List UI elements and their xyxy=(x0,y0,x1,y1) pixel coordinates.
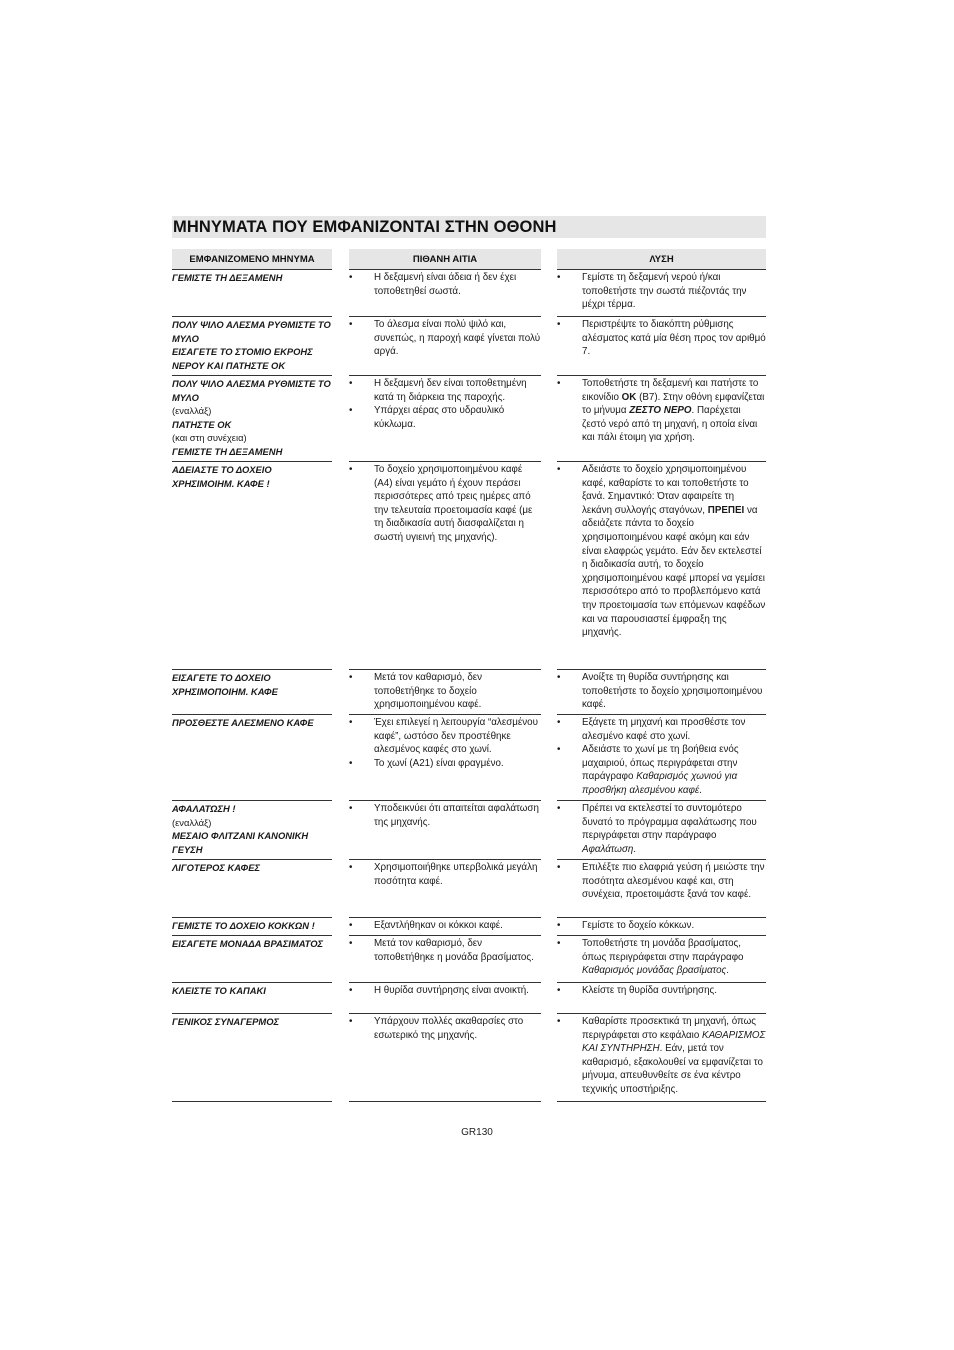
text-run: Μετά τον καθαρισμό, δεν τοποθετήθηκε η μονάδα βρασίματος. xyxy=(374,938,534,963)
cause-text xyxy=(374,937,541,964)
cause-text xyxy=(374,463,541,545)
solution-bullet-item xyxy=(557,318,766,359)
solution-bullet-item xyxy=(557,716,766,743)
cause-text xyxy=(374,318,541,359)
text-run: ΖΕΣΤΟ ΝΕΡΟ xyxy=(629,405,692,417)
bullet-icon: • xyxy=(349,862,353,873)
solution-bullet-item xyxy=(557,671,766,712)
message-note: (και στη συνέχεια) xyxy=(172,432,247,444)
cause-text xyxy=(374,861,541,888)
solution-text xyxy=(582,377,766,445)
bullet-icon: • xyxy=(557,319,561,330)
text-run: . xyxy=(699,784,702,796)
solution-bullet-item xyxy=(557,463,766,640)
cause-cell xyxy=(349,316,541,359)
text-run: Επιλέξτε πιο ελαφριά γεύση ή μειώστε την ποσότητα αλεσμένου καφέ και, στη συνέχεια, προετοιμάστε ξανά τον καφέ. xyxy=(582,862,765,901)
cause-text xyxy=(374,984,541,998)
message-cell xyxy=(172,917,332,933)
text-run: . xyxy=(633,843,637,855)
solution-bullet-item xyxy=(557,919,766,933)
cause-bullet-item xyxy=(349,919,541,933)
cause-text xyxy=(374,919,541,933)
bullet-icon: • xyxy=(349,272,353,283)
cause-cell xyxy=(349,800,541,829)
solution-cell xyxy=(557,316,766,359)
display-message: ΛΙΓΟΤΕΡΟΣ ΚΑΦΕΣ xyxy=(172,862,261,873)
cause-text xyxy=(374,671,541,712)
text-run: να αδειάζετε πάντα το δοχείο χρησιμοποιημένου καφέ ακόμη και εάν είναι ελαφρώς γεμάτο. Εάν δεν εκτελεστεί η διαδικασία αυτή, το δοχείο χρησιμοποιημένου καφέ μπορεί να γεμίσει περισσότερο από το προβλεπόμενο κατά την προετοιμασία των επόμενων καφέδων και να παρουσιαστεί έμφραξη της μηχανής. xyxy=(582,504,766,639)
text-run: (B7). Στην οθόνη εμφανίζεται το μήνυμα xyxy=(582,391,765,417)
text-run: Υπάρχει αέρας στο υδραυλικό κύκλωμα. xyxy=(374,405,505,430)
bullet-icon: • xyxy=(349,803,353,814)
cause-bullet-item xyxy=(349,802,541,829)
message-note: (εναλλάξ) xyxy=(172,405,212,417)
text-run: Τοποθετήστε τη μονάδα βρασίματος, όπως περιγράφεται στην παράγραφο xyxy=(582,938,744,963)
cause-bullet-item xyxy=(349,937,541,964)
text-run: Χρησιμοποιήθηκε υπερβολικά μεγάλη ποσότητα καφέ. xyxy=(374,862,538,887)
bullet-icon: • xyxy=(349,464,353,475)
cause-cell xyxy=(349,461,541,545)
page-title: ΜΗΝΥΜΑΤΑ ΠΟΥ ΕΜΦΑΝΙΖΟΝΤΑΙ ΣΤΗΝ ΟΘΟΝΗ xyxy=(173,218,557,236)
display-message: ΕΙΣΑΓΕΤΕ ΜΟΝΑΔΑ ΒΡΑΣΙΜΑΤΟΣ xyxy=(172,938,324,949)
cause-bullet-item xyxy=(349,271,541,298)
message-cell xyxy=(172,669,332,698)
solution-text xyxy=(582,271,766,312)
text-run: Μετά τον καθαρισμό, δεν τοποθετήθηκε το δοχείο χρησιμοποιημένου καφέ. xyxy=(374,672,483,711)
bullet-icon: • xyxy=(349,717,353,728)
header-solution: ΛΥΣΗ xyxy=(557,249,766,270)
text-run: Καθαρίστε προσεκτικά τη μηχανή, όπως περιγράφεται στο κεφάλαιο xyxy=(582,1016,757,1041)
cause-bullet-item xyxy=(349,861,541,888)
cause-cell xyxy=(349,917,541,933)
text-run: Υπάρχουν πολλές ακαθαρσίες στο εσωτερικό της μηχανής. xyxy=(374,1016,524,1041)
solution-bullet-item xyxy=(557,937,766,978)
table-end-line xyxy=(172,1101,332,1102)
text-run: Εξαντλήθηκαν οι κόκκοι καφέ. xyxy=(374,920,503,931)
text-run: ΚΑΘΑΡΙΣΜΟΣ ΚΑΙ ΣΥΝΤΗΡΗΣΗ xyxy=(582,1029,766,1055)
bullet-icon: • xyxy=(557,272,561,283)
solution-text xyxy=(582,802,766,856)
display-message: ΠΟΛΥ ΨΙΛΟ ΑΛΕΣΜΑ ΡΥΘΜΙΣΤΕ ΤΟ ΜΥΛΟ xyxy=(172,378,331,403)
text-run: Καθαρισμός χωνιού για προσθήκη αλεσμένου καφέ xyxy=(582,771,738,796)
bullet-icon: • xyxy=(557,464,561,475)
cause-bullet-item xyxy=(349,984,541,998)
solution-bullet-item xyxy=(557,271,766,312)
bullet-icon: • xyxy=(557,985,561,996)
text-run: Η δεξαμενή δεν είναι τοποθετημένη κατά τη διάρκεια της παροχής. xyxy=(374,378,527,403)
cause-cell xyxy=(349,1013,541,1042)
cause-text xyxy=(374,377,541,404)
text-run: Αδειάστε το χωνί με τη βοήθεια ενός μαχαιριού, όπως περιγράφεται στην παράγραφο xyxy=(582,744,739,783)
solution-cell xyxy=(557,935,766,978)
text-run: ΠΡΕΠΕΙ xyxy=(707,504,745,516)
text-run: Έχει επιλεγεί η λειτουργία “αλεσμένου καφέ”, ωστόσο δεν προστέθηκε αλεσμένος καφές στο χωνί. xyxy=(374,717,538,756)
cause-text xyxy=(374,404,541,431)
message-cell xyxy=(172,935,332,951)
text-run: Αφαλάτωση xyxy=(582,843,634,855)
cause-bullet-item xyxy=(349,757,541,771)
solution-text xyxy=(582,716,766,743)
text-run: . Εάν, μετά τον καθαρισμό, εξακολουθεί να εμφανίζεται το μήνυμα, απευθυνθείτε σε ένα κέντρο τεχνικής υποστήριξης. xyxy=(582,1043,763,1095)
cause-text xyxy=(374,1015,541,1042)
solution-text xyxy=(582,318,766,359)
solution-text xyxy=(582,671,766,712)
solution-cell xyxy=(557,1013,766,1097)
table-end-line xyxy=(349,1101,541,1102)
solution-text xyxy=(582,861,766,902)
bullet-icon: • xyxy=(349,405,353,417)
text-run: Κλείστε τη θυρίδα συντήρησης. xyxy=(582,985,717,996)
cause-cell xyxy=(349,269,541,298)
solution-bullet-item xyxy=(557,743,766,797)
text-run: Εξάγετε τη μηχανή και προσθέστε τον αλεσμένο καφέ στο χωνί. xyxy=(582,717,746,742)
display-message: ΓΕΝΙΚΟΣ ΣΥΝΑΓΕΡΜΟΣ xyxy=(172,1016,280,1027)
column-solution xyxy=(557,249,766,1095)
cause-cell xyxy=(349,859,541,888)
solution-bullet-item xyxy=(557,1015,766,1097)
message-cell xyxy=(172,714,332,730)
display-message: ΠΟΛΥ ΨΙΛΟ ΑΛΕΣΜΑ ΡΥΘΜΙΣΤΕ ΤΟ ΜΥΛΟ xyxy=(172,319,331,344)
text-run: Το δοχείο χρησιμοποιημένου καφέ (A4) είναι γεμάτο ή έχουν περάσει περισσότερες από τρεις ημέρες από την τελευταία προετοιμασία καφέ (με τη διαδικασία αυτή διασφαλίζεται η σωστή υγιεινή της μηχανής). xyxy=(374,464,533,543)
solution-text xyxy=(582,919,766,933)
display-message: ΑΔΕΙΑΣΤΕ ΤΟ ΔΟΧΕΙΟ ΧΡΗΣΙΜΟΙΗΜ. ΚΑΦΕ ! xyxy=(172,464,272,489)
cause-bullet-item xyxy=(349,1015,541,1042)
bullet-icon: • xyxy=(557,862,561,873)
cause-text xyxy=(374,757,541,771)
cause-bullet-item xyxy=(349,463,541,545)
message-cell xyxy=(172,859,332,875)
text-run: . xyxy=(726,965,730,977)
bullet-icon: • xyxy=(349,378,353,389)
solution-text xyxy=(582,937,766,978)
cause-text xyxy=(374,716,541,757)
text-run: Αδειάστε το δοχείο χρησιμοποιημένου καφέ, καθαρίστε το και τοποθετήστε το ξανά. Σημαντικό: Όταν αφαιρείτε τη λεκάνη συλλογής σταγόνων, xyxy=(582,464,749,516)
message-cell xyxy=(172,800,332,856)
bullet-icon: • xyxy=(349,1016,353,1027)
solution-cell xyxy=(557,461,766,640)
solution-bullet-item xyxy=(557,984,766,998)
cause-cell xyxy=(349,375,541,431)
message-cell xyxy=(172,269,332,285)
solution-cell xyxy=(557,714,766,798)
table-end-line xyxy=(557,1101,766,1102)
cause-cell xyxy=(349,982,541,998)
text-run: Ανοίξτε τη θυρίδα συντήρησης και τοποθετήστε το δοχείο χρησιμοποιημένου καφέ. xyxy=(582,672,763,711)
bullet-icon: • xyxy=(557,920,561,931)
display-message: ΠΡΟΣΘΕΣΤΕ ΑΛΕΣΜΕΝΟ ΚΑΦΕ xyxy=(172,717,314,728)
solution-bullet-item xyxy=(557,861,766,902)
message-cell xyxy=(172,1013,332,1029)
message-note: (εναλλάξ) xyxy=(172,816,212,828)
cause-bullet-item xyxy=(349,404,541,431)
bullet-icon: • xyxy=(349,319,353,330)
bullet-icon: • xyxy=(557,1016,561,1027)
text-run: Γεμίστε τη δεξαμενή νερού ή/και τοποθετήστε την σωστά πιέζοντάς την μέχρι τέρμα. xyxy=(582,272,747,311)
bullet-icon: • xyxy=(557,938,561,949)
header-cause: ΠΙΘΑΝΗ ΑΙΤΙΑ xyxy=(349,249,541,270)
bullet-icon: • xyxy=(557,378,561,389)
display-message: ΓΕΜΙΣΤΕ ΤΟ ΔΟΧΕΙΟ ΚΟΚΚΩΝ ! xyxy=(172,920,315,931)
message-cell xyxy=(172,461,332,490)
bullet-icon: • xyxy=(557,744,561,756)
display-message: ΜΕΣΑΙΟ ΦΛΙΤΖΑΝΙ ΚΑΝΟΝΙΚΗ ΓΕΥΣΗ xyxy=(172,830,309,855)
bullet-icon: • xyxy=(349,920,353,931)
solution-bullet-item xyxy=(557,802,766,856)
solution-cell xyxy=(557,800,766,856)
text-run: Η δεξαμενή είναι άδεια ή δεν έχει τοποθετηθεί σωστά. xyxy=(374,272,517,297)
solution-text xyxy=(582,984,766,998)
cause-cell xyxy=(349,714,541,770)
bullet-icon: • xyxy=(349,757,353,769)
bullet-icon: • xyxy=(349,672,353,683)
solution-cell xyxy=(557,375,766,445)
display-message: ΓΕΜΙΣΤΕ ΤΗ ΔΕΞΑΜΕΝΗ xyxy=(172,445,283,457)
text-run: Περιστρέψτε το διακόπτη ρύθμισης αλέσματος κατά μία θέση προς τον αριθμό 7. xyxy=(582,319,766,358)
message-cell xyxy=(172,982,332,998)
cause-bullet-item xyxy=(349,318,541,359)
text-run: Το χωνί (A21) είναι φραγμένο. xyxy=(374,757,504,769)
cause-bullet-item xyxy=(349,671,541,712)
display-message: ΑΦΑΛΑΤΩΣΗ ! xyxy=(172,803,236,814)
text-run: . Παρέχεται ζεστό νερό από τη μηχανή, η οποία είναι και πάλι έτοιμη για χρήση. xyxy=(582,405,758,444)
column-message xyxy=(172,249,332,1027)
bullet-icon: • xyxy=(349,938,353,949)
solution-cell xyxy=(557,859,766,902)
display-message: ΓΕΜΙΣΤΕ ΤΗ ΔΕΞΑΜΕΝΗ xyxy=(172,272,283,283)
message-cell xyxy=(172,375,332,459)
display-message: ΚΛΕΙΣΤΕ ΤΟ ΚΑΠΑΚΙ xyxy=(172,985,266,996)
bullet-icon: • xyxy=(557,672,561,683)
cause-bullet-item xyxy=(349,377,541,404)
text-run: Τοποθετήστε τη δεξαμενή και πατήστε το εικονίδιο xyxy=(582,378,759,403)
solution-cell xyxy=(557,669,766,712)
cause-bullet-item xyxy=(349,716,541,757)
bullet-icon: • xyxy=(557,717,561,728)
header-message: ΕΜΦΑΝΙΖΟΜΕΝΟ ΜΗΝΥΜΑ xyxy=(172,249,332,270)
section-title-bar xyxy=(172,216,766,238)
bullet-icon: • xyxy=(557,803,561,814)
cause-text xyxy=(374,271,541,298)
solution-bullet-item xyxy=(557,377,766,445)
bullet-icon: • xyxy=(349,985,353,996)
solution-text xyxy=(582,743,766,797)
page-number: GR130 xyxy=(461,1127,493,1138)
message-cell xyxy=(172,316,332,372)
column-cause xyxy=(349,249,541,1041)
text-run: Υποδεικνύει ότι απαιτείται αφαλάτωση της μηχανής. xyxy=(374,803,539,828)
text-run: OK xyxy=(621,391,637,403)
text-run: Πρέπει να εκτελεστεί το συντομότερο δυνατό το πρόγραμμα αφαλάτωσης που περιγράφεται στην παράγραφο xyxy=(582,803,757,842)
text-run: Γεμίστε το δοχείο κόκκων. xyxy=(582,920,695,931)
cause-text xyxy=(374,802,541,829)
cause-cell xyxy=(349,669,541,712)
solution-text xyxy=(582,463,766,640)
display-message: ΕΙΣΑΓΕΤΕ ΤΟ ΔΟΧΕΙΟ ΧΡΗΣΙΜΟΠΟΙΗΜ. ΚΑΦΕ xyxy=(172,672,278,697)
text-run: Καθαρισμός μονάδας βρασίματος xyxy=(582,965,727,977)
text-run: Το άλεσμα είναι πολύ ψιλό και, συνεπώς, η παροχή καφέ γίνεται πολύ αργά. xyxy=(374,319,541,358)
display-message: ΠΑΤΗΣΤΕ ΟΚ xyxy=(172,418,232,430)
solution-text xyxy=(582,1015,766,1097)
solution-cell xyxy=(557,982,766,998)
cause-cell xyxy=(349,935,541,964)
solution-cell xyxy=(557,269,766,312)
display-message: ΕΙΣΑΓΕΤΕ ΤΟ ΣΤΟΜΙΟ ΕΚΡΟΗΣ ΝΕΡΟΥ ΚΑΙ ΠΑΤΗΣΤΕ ΟΚ xyxy=(172,346,313,371)
text-run: Η θυρίδα συντήρησης είναι ανοικτή. xyxy=(374,985,529,996)
solution-cell xyxy=(557,917,766,933)
